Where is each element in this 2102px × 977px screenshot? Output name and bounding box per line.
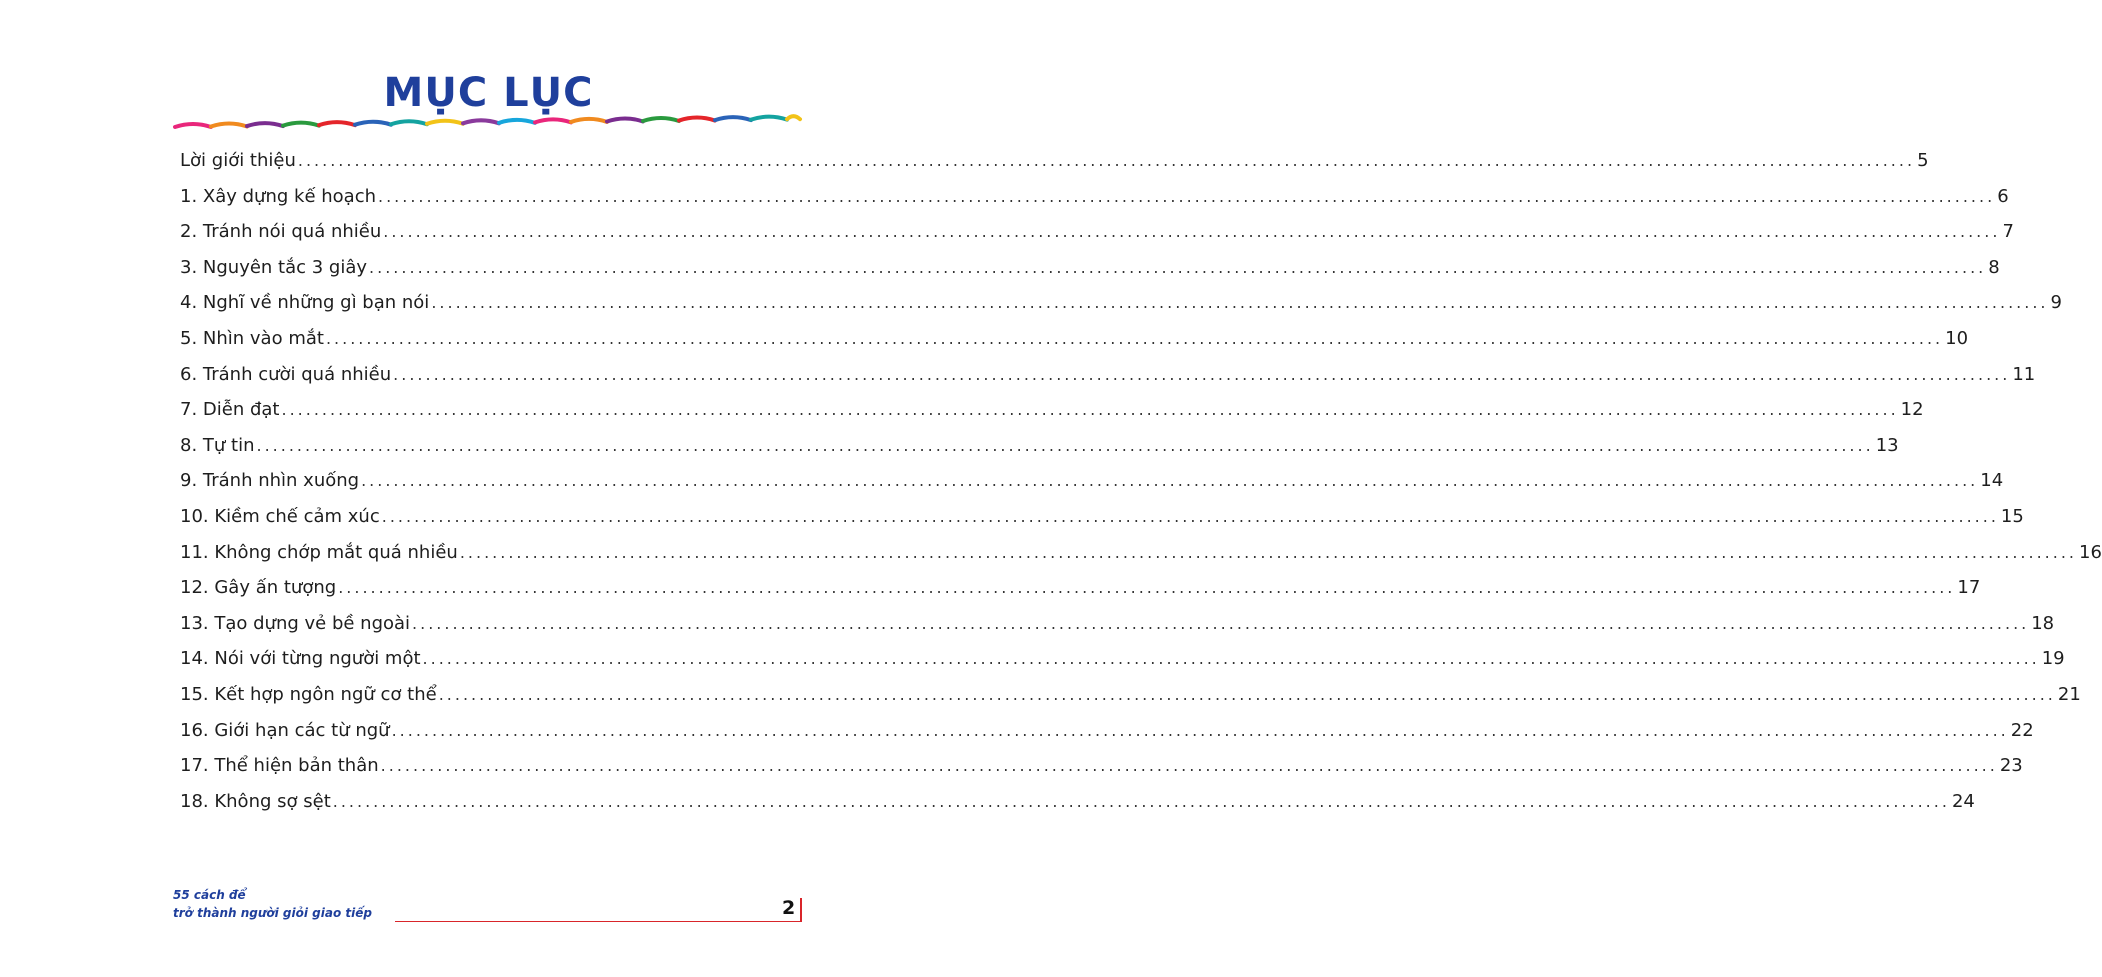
toc-entry <box>180 719 2034 756</box>
toc-entry <box>180 256 2000 293</box>
page-title: MỤC LỤC <box>383 70 594 116</box>
wave-segment <box>319 122 355 125</box>
book-title-line-1: 55 cách để <box>173 888 246 902</box>
wave-segment <box>211 124 247 127</box>
toc-entry <box>180 327 1969 364</box>
dot-leader: ........................................................................................................................................................................................................ <box>281 400 1899 420</box>
toc-entry-label: 1. Xây dựng kế hoạch <box>180 185 376 207</box>
toc-entry-label: 10. Kiềm chế cảm xúc <box>180 505 380 527</box>
wave-segment <box>643 118 679 121</box>
toc-entry-page: 21 <box>2057 683 2081 705</box>
book-title-line-2: trở thành người giỏi giao tiếp <box>173 906 372 920</box>
toc-entry-label: 17. Thể hiện bản thân <box>180 755 379 777</box>
toc-entry-page: 19 <box>2041 648 2065 670</box>
toc-entry-page: 24 <box>1951 790 1975 812</box>
wave-segment <box>247 123 283 126</box>
toc-entry-page: 8 <box>1988 256 2000 278</box>
dot-leader: ........................................................................................................................................................................................................ <box>383 222 2001 242</box>
toc-entry-label: 3. Nguyên tắc 3 giây <box>180 256 368 278</box>
wave-segment <box>391 121 427 124</box>
toc-entry <box>180 150 1929 186</box>
toc-entry-label: 4. Nghĩ về những gì bạn nói <box>180 292 430 314</box>
toc-entry-page: 7 <box>2002 221 2014 243</box>
toc-entry-label: 5. Nhìn vào mắt <box>180 327 324 349</box>
dot-leader: ........................................................................................................................................................................................................ <box>393 364 2011 384</box>
toc-entry <box>180 363 2036 400</box>
dot-leader: ........................................................................................................................................................................................................ <box>256 435 1874 455</box>
wave-segment <box>787 116 800 119</box>
toc-entry-label: Lời giới thiệu <box>180 150 296 171</box>
toc-entry-page: 13 <box>1875 434 1899 456</box>
table-of-contents <box>180 150 2102 826</box>
toc-entry <box>180 790 1975 827</box>
toc-entry <box>180 185 2009 222</box>
toc-entry-label: 13. Tạo dựng vẻ bề ngoài <box>180 612 411 634</box>
toc-entry-label: 2. Tránh nói quá nhiều <box>180 221 382 243</box>
footer-rule-tick <box>800 898 802 922</box>
dot-leader: ........................................................................................................................................................................................................ <box>369 257 1987 277</box>
wave-segment <box>499 120 535 123</box>
toc-entry <box>180 755 2023 791</box>
wave-segment <box>679 118 715 121</box>
toc-entry-label: 14. Nói với từng người một <box>180 648 421 670</box>
toc-entry-page: 10 <box>1945 327 1969 349</box>
toc-entry-label: 7. Diễn đạt <box>180 399 280 421</box>
wave-segment <box>571 119 607 122</box>
page-number: 2 <box>782 897 796 919</box>
toc-entry-page: 9 <box>2050 292 2062 314</box>
dot-leader: ........................................................................................................................................................................................................ <box>325 328 1944 348</box>
toc-entry <box>180 683 2081 720</box>
toc-entry-page: 14 <box>1980 470 2004 492</box>
decorative-wave-rule <box>175 112 800 136</box>
dot-leader: ........................................................................................................................................................................................................ <box>438 684 2056 704</box>
wave-segment <box>535 119 571 122</box>
dot-leader: ........................................................................................................................................................................................................ <box>431 293 2049 313</box>
toc-entry-label: 11. Không chớp mắt quá nhiều <box>180 541 458 563</box>
dot-leader: ........................................................................................................................................................................................................ <box>391 720 2009 740</box>
footer-rule <box>395 921 800 922</box>
toc-entry-page: 5 <box>1917 150 1929 171</box>
toc-entry-page: 16 <box>2079 541 2102 563</box>
toc-entry-label: 6. Tránh cười quá nhiều <box>180 363 392 385</box>
toc-entry-page: 11 <box>2012 363 2036 385</box>
wave-segment <box>607 118 643 121</box>
toc-entry-label: 12. Gây ấn tượng <box>180 577 337 599</box>
book-title-footer <box>173 886 372 922</box>
dot-leader: ........................................................................................................................................................................................................ <box>361 471 1979 491</box>
toc-entry <box>180 434 1899 471</box>
toc-entry-label: 8. Tự tin <box>180 434 255 456</box>
toc-entry-page: 6 <box>1997 185 2009 207</box>
dot-leader: ........................................................................................................................................................................................................ <box>338 578 1956 598</box>
dot-leader: ........................................................................................................................................................................................................ <box>412 613 2030 633</box>
toc-entry-page: 23 <box>1999 755 2023 777</box>
toc-entry-label: 9. Tránh nhìn xuống <box>180 470 360 492</box>
wave-segment <box>175 124 211 127</box>
toc-entry-page: 22 <box>2010 719 2034 741</box>
toc-entry <box>180 577 1981 613</box>
toc-entry <box>180 541 2102 578</box>
dot-leader: ........................................................................................................................................................................................................ <box>378 186 1996 206</box>
wave-segment <box>283 123 319 126</box>
toc-entry-page: 12 <box>1900 399 1924 421</box>
toc-entry <box>180 221 2014 257</box>
wave-segment <box>355 122 391 125</box>
dot-leader: ........................................................................................................................................................................................................ <box>459 542 2078 562</box>
dot-leader: ........................................................................................................................................................................................................ <box>380 756 1998 776</box>
toc-entry <box>180 292 2062 328</box>
toc-entry-label: 18. Không sợ sệt <box>180 790 331 812</box>
toc-entry-page: 15 <box>2000 505 2024 527</box>
toc-entry-label: 15. Kết hợp ngôn ngữ cơ thể <box>180 683 437 705</box>
toc-entry-page: 17 <box>1957 577 1981 599</box>
wave-segment <box>427 121 463 124</box>
toc-entry <box>180 470 2004 506</box>
toc-entry <box>180 648 2065 684</box>
dot-leader: ........................................................................................................................................................................................................ <box>381 506 1999 526</box>
toc-entry-page: 18 <box>2031 612 2055 634</box>
toc-entry <box>180 612 2055 649</box>
dot-leader: ........................................................................................................................................................................................................ <box>332 791 1950 811</box>
wave-segment <box>715 117 751 120</box>
dot-leader: ........................................................................................................................................................................................................ <box>297 151 1916 170</box>
toc-entry-label: 16. Giới hạn các từ ngữ <box>180 719 390 741</box>
toc-entry <box>180 505 2024 542</box>
toc-entry <box>180 399 1924 435</box>
wave-segment <box>751 117 787 120</box>
wave-segment <box>463 120 499 123</box>
dot-leader: ........................................................................................................................................................................................................ <box>422 649 2040 669</box>
